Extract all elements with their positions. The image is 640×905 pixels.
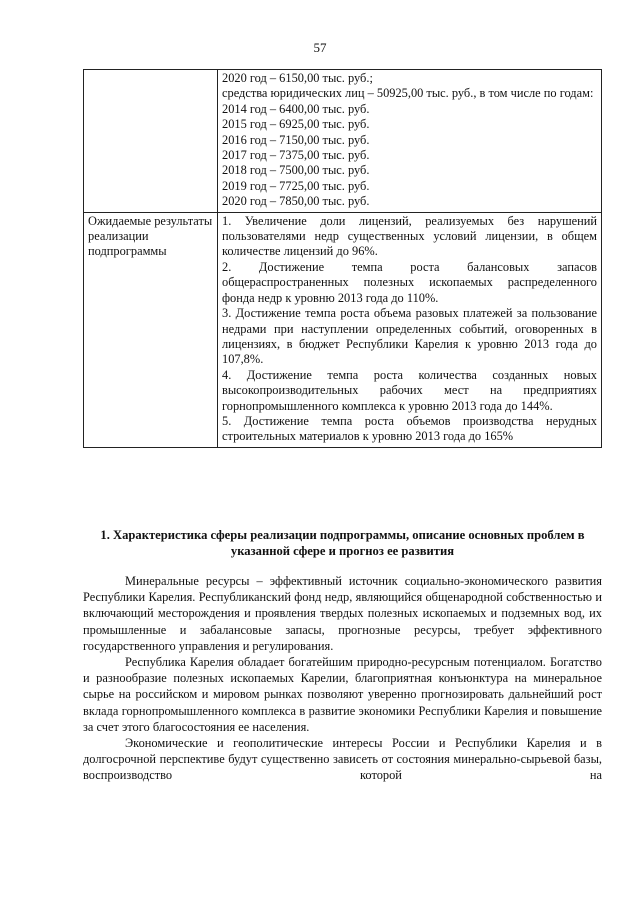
financing-line: 2016 год – 7150,00 тыс. руб. (222, 132, 370, 147)
financing-line: 2020 год – 7850,00 тыс. руб. (222, 194, 370, 209)
result-item: 5. Достижение темпа роста объемов производства нерудных строительных материалов к уровню 2013 года до 165% (222, 413, 597, 444)
result-item: 2. Достижение темпа роста балансовых запасов общераспространенных полезных ископаемых распределенного фонда недр к уровню 2013 года до 110%. (222, 259, 597, 305)
financing-line: 2015 год – 6925,00 тыс. руб. (222, 117, 370, 132)
section-heading: 1. Характеристика сферы реализации подпрограммы, описание основных проблем в указанной сфере и прогноз ее развития (100, 528, 585, 558)
table-row-financing (84, 70, 602, 213)
page-number: 57 (313, 40, 327, 55)
financing-line: средства юридических лиц – 50925,00 тыс. руб., в том числе по годам: (222, 86, 594, 101)
financing-line: 2014 год – 6400,00 тыс. руб. (222, 101, 370, 116)
row-label-financing (84, 70, 218, 213)
body-paragraph: Минеральные ресурсы – эффективный источник социально-экономического развития Республики Карелия. Республиканский фонд недр, являющийся общенародной собственностью и включающий месторождения и проявления твердых полезных ископаемых и подземных вод, их промышленные и забалансовые запасы, прогнозные ресурсы, требует эффективного государственного управления и регулирования. (83, 574, 602, 653)
result-item: 3. Достижение темпа роста объема разовых платежей за пользование недрами при наступлении определенных событий, оговоренных в лицензиях, в бюджет Республики Карелия к уровню 2013 года до 107,8%. (222, 306, 597, 367)
section-body (83, 573, 602, 784)
row-label-expected-results: Ожидаемые результаты реализации подпрограммы (84, 212, 218, 447)
financing-line: 2017 год – 7375,00 тыс. руб. (222, 148, 370, 163)
table-row-expected-results (84, 212, 602, 447)
financing-cell (218, 70, 602, 213)
financing-line: 2020 год – 6150,00 тыс. руб.; (222, 71, 373, 85)
expected-results-cell (218, 212, 602, 447)
result-item: 1. Увеличение доли лицензий, реализуемых без нарушений пользователями недр существенных условий лицензии, в общем количестве лицензий до 96%. (222, 213, 597, 259)
program-passport-table (83, 69, 602, 448)
result-item: 4. Достижение темпа роста количества созданных новых высокопроизводительных рабочих мест на предприятиях горнопромышленного комплекса к уровню 2013 года до 144%. (222, 367, 597, 413)
body-paragraph: Экономические и геополитические интересы России и Республики Карелия и в долгосрочной перспективе будут существенно зависеть от состояния минерально-сырьевой базы, воспроизводство которой на (83, 736, 602, 783)
financing-line: 2018 год – 7500,00 тыс. руб. (222, 163, 370, 178)
body-paragraph: Республика Карелия обладает богатейшим природно-ресурсным потенциалом. Богатство и разнообразие полезных ископаемых Карелии, благоприятная конъюнктура на минеральное сырье на российском и мировом рынках позволяют уверенно прогнозировать дальнейший рост вклада горнопромышленного комплекса в развитие экономики Республики Карелия и повышение за счет этого благосостояния ее населения. (83, 655, 602, 734)
financing-line: 2019 год – 7725,00 тыс. руб. (222, 178, 370, 193)
